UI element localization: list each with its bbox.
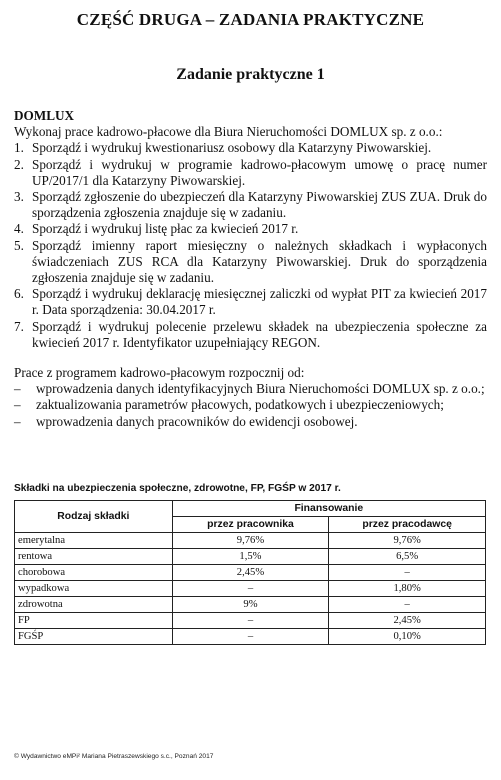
row-employer: – (329, 565, 486, 581)
dash-marker: – (14, 381, 21, 397)
task-text: Sporządź i wydrukuj polecenie przelewu składek na ubezpieczenia społeczne za kwiecień 2017 r. Identyfikator uzupełniający REGON. (32, 318, 487, 350)
table-caption: Składki na ubezpieczenia społeczne, zdrowotne, FP, FGŚP w 2017 r. (14, 483, 341, 494)
task-text: Sporządź i wydrukuj w programie kadrowo-płacowym umowę o pracę numer UP/2017/1 dla Katarzyny Piwowarskiej. (32, 156, 487, 188)
table-row (15, 613, 486, 629)
task-number: 4. (14, 221, 24, 237)
row-type: emerytalna (15, 533, 173, 549)
task-text: Sporządź imienny raport miesięczny o należnych składkach i wypłaconych świadczeniach ZUS RCA dla Katarzyny Piwowarskiej. Druk do sporządzenia zgłoszenia znajduje się w zadaniu. (32, 237, 487, 286)
row-employer: – (329, 597, 486, 613)
table-row (15, 565, 486, 581)
table-row (15, 597, 486, 613)
header-employee: przez pracownika (172, 517, 329, 533)
row-employee: 2,45% (172, 565, 329, 581)
dash-marker: – (14, 397, 21, 413)
task-number: 3. (14, 189, 24, 205)
row-type: chorobowa (15, 565, 173, 581)
table-row (15, 629, 486, 645)
header-type: Rodzaj składki (15, 501, 173, 533)
task-number: 2. (14, 156, 24, 172)
row-type: FP (15, 613, 173, 629)
task-number: 7. (14, 318, 24, 334)
row-employee: – (172, 629, 329, 645)
dash-marker: – (14, 413, 21, 429)
row-employer: 1,80% (329, 581, 486, 597)
task-text: Sporządź i wydrukuj kwestionariusz osobowy dla Katarzyny Piwowarskiej. (32, 140, 432, 156)
task-intro: Wykonaj prace kadrowo-płacowe dla Biura Nieruchomości DOMLUX sp. z o.o.: (14, 124, 443, 140)
task-item (14, 238, 487, 287)
task-content (14, 108, 487, 430)
task-item (14, 319, 487, 351)
task-item (14, 140, 487, 156)
task-number: 1. (14, 140, 24, 156)
task-item (14, 189, 487, 221)
task-text: Sporządź i wydrukuj deklarację miesięcznej zaliczki od wypłat PIT za kwiecień 2017 r. Data sporządzenia: 30.04.2017 r. (32, 286, 487, 318)
page-title: CZĘŚĆ DRUGA – ZADANIA PRAKTYCZNE (76, 10, 425, 29)
task-text: Sporządź i wydrukuj listę płac za kwiecień 2017 r. (32, 221, 299, 237)
task-list (14, 140, 487, 351)
start-item-text: wprowadzenia danych pracowników do ewidencji osobowej. (36, 413, 358, 429)
start-item-text: zaktualizowania parametrów płacowych, podatkowych i ubezpieczeniowych; (36, 397, 444, 413)
row-type: zdrowotna (15, 597, 173, 613)
table-row (15, 533, 486, 549)
row-employer: 9,76% (329, 533, 486, 549)
task-item (14, 221, 487, 237)
row-employee: – (172, 581, 329, 597)
task-item (14, 286, 487, 318)
row-employer: 0,10% (329, 629, 486, 645)
row-employer: 6,5% (329, 549, 486, 565)
row-employee: 9% (172, 597, 329, 613)
row-type: FGŚP (15, 629, 173, 645)
table-header-row (15, 501, 486, 517)
task-item (14, 157, 487, 189)
row-employee: – (172, 613, 329, 629)
copyright-footer: © Wydawnictwo eMPi² Mariana Pietraszewskiego s.c., Poznań 2017 (14, 753, 214, 760)
company-name: DOMLUX (14, 108, 75, 123)
task-number: 6. (14, 286, 24, 302)
row-employee: 9,76% (172, 533, 329, 549)
row-employee: 1,5% (172, 549, 329, 565)
row-type: wypadkowa (15, 581, 173, 597)
row-type: rentowa (15, 549, 173, 565)
start-item (14, 414, 487, 430)
start-list (14, 381, 487, 430)
start-item (14, 381, 487, 397)
task-number: 5. (14, 237, 24, 253)
table-row (15, 581, 486, 597)
header-employer: przez pracodawcę (329, 517, 486, 533)
row-employer: 2,45% (329, 613, 486, 629)
table-row (15, 549, 486, 565)
task-text: Sporządź zgłoszenie do ubezpieczeń dla Katarzyny Piwowarskiej ZUS ZUA. Druk do sporządzenia zgłoszenia znajduje się w zadaniu. (32, 189, 487, 221)
start-intro: Prace z programem kadrowo-płacowym rozpocznij od: (14, 365, 305, 381)
header-financing: Finansowanie (172, 501, 485, 517)
contributions-table (14, 500, 486, 645)
task-title: Zadanie praktyczne 1 (176, 66, 325, 83)
start-item (14, 397, 487, 413)
start-item-text: wprowadzenia danych identyfikacyjnych Biura Nieruchomości DOMLUX sp. z o.o.; (36, 381, 485, 397)
